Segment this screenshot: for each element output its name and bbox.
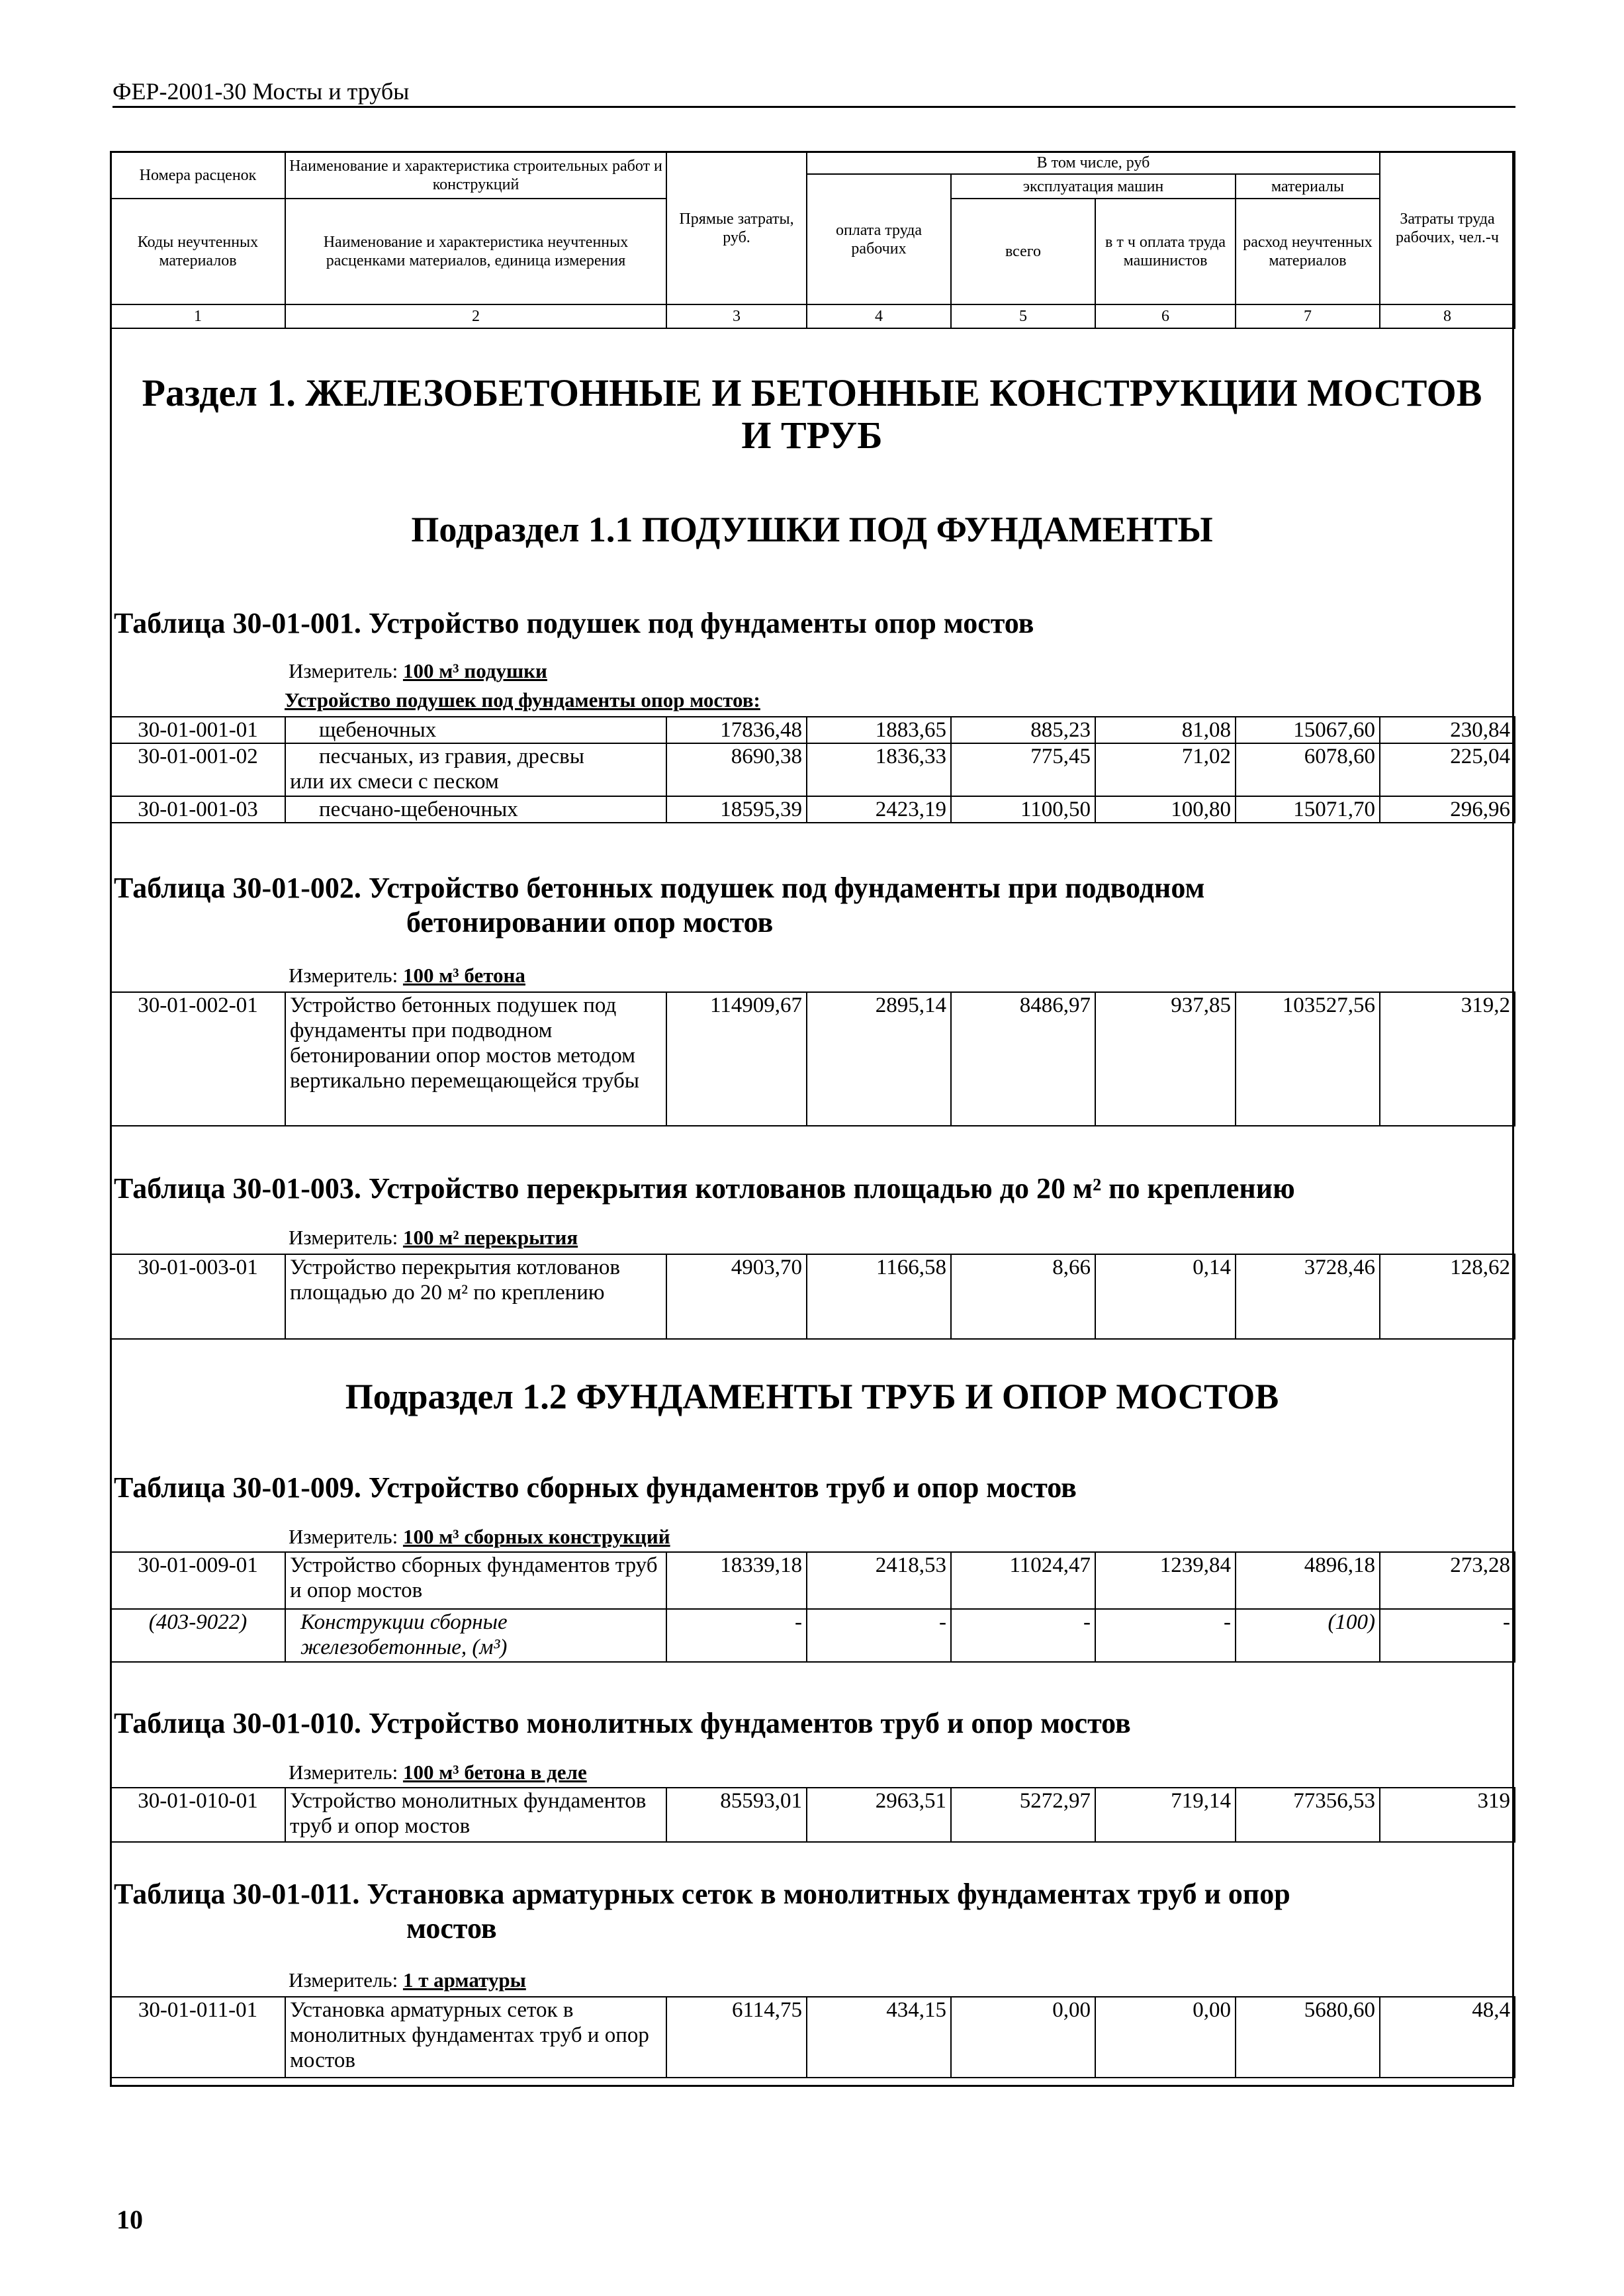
table-title-002: [114, 871, 1510, 940]
table-row: [111, 1552, 1515, 1609]
row-code: 30-01-011-01: [111, 1997, 285, 2078]
col-number: 3: [666, 304, 807, 328]
table-title-003: Таблица 30-01-003. Устройство перекрытия котлованов площадью до 20 м² по креплению: [114, 1172, 1295, 1205]
row-c8: 128,62: [1380, 1254, 1515, 1339]
row-name: Устройство перекрытия котлованов площадью до 20 м² по креплению: [285, 1254, 666, 1339]
row-c5: 0,00: [951, 1997, 1095, 2078]
row-c6: 81,08: [1095, 717, 1236, 743]
meter-value: 100 м³ бетона в деле: [402, 1761, 587, 1784]
material-c4: -: [807, 1609, 951, 1662]
row-c8: 273,28: [1380, 1552, 1515, 1609]
col3-header: Прямые затраты, руб.: [666, 152, 807, 304]
group-header: В том числе, руб: [807, 152, 1380, 174]
row-code: 30-01-003-01: [111, 1254, 285, 1339]
col7-header: расход неучтенных материалов: [1236, 199, 1380, 304]
material-name: Конструкции сборные железобетонные, (м³): [285, 1609, 666, 1662]
section-title-line2: И ТРУБ: [741, 414, 883, 457]
row-c7: 5680,60: [1236, 1997, 1380, 2078]
rows-table-003: [110, 1254, 1515, 1340]
rows-table-011: [110, 1996, 1515, 2078]
material-c3: -: [666, 1609, 807, 1662]
meter-label: Измеритель:: [289, 659, 398, 682]
row-c8: 319,2: [1380, 992, 1515, 1126]
row-name: Установка арматурных сеток в монолитных фундаментах труб и опор мостов: [285, 1997, 666, 2078]
row-name: песчано-щебеночных: [285, 796, 666, 823]
row-c6: 719,14: [1095, 1788, 1236, 1842]
meter-001: [289, 659, 547, 683]
row-c8: 230,84: [1380, 717, 1515, 743]
meter-002: [289, 964, 525, 987]
row-c5: 11024,47: [951, 1552, 1095, 1609]
page-number: 10: [116, 2205, 143, 2234]
row-c4: 2423,19: [807, 796, 951, 823]
subsection-title-1-2: Подраздел 1.2 ФУНДАМЕНТЫ ТРУБ И ОПОР МОСТОВ: [345, 1377, 1279, 1416]
table-title-009: Таблица 30-01-009. Устройство сборных фундаментов труб и опор мостов: [114, 1471, 1077, 1504]
table-title-001: Таблица 30-01-001. Устройство подушек под фундаменты опор мостов: [114, 607, 1034, 639]
row-c7: 15071,70: [1236, 796, 1380, 823]
row-c6: 1239,84: [1095, 1552, 1236, 1609]
meter-003: [289, 1226, 578, 1250]
material-row: [111, 1609, 1515, 1662]
col8-header: Затраты труда рабочих, чел.-ч: [1380, 152, 1515, 304]
rows-table-002: [110, 991, 1515, 1126]
row-c4: 1166,58: [807, 1254, 951, 1339]
meter-label: Измеритель:: [289, 1525, 398, 1548]
row-name: Устройство бетонных подушек под фундаменты при подводном бетонировании опор мостов методом вертикально перемещающейся трубы: [285, 992, 666, 1126]
col2-top-header: Наименование и характеристика строительных работ и конструкций: [285, 152, 666, 199]
row-c4: 2895,14: [807, 992, 951, 1126]
col4-header: оплата труда рабочих: [807, 174, 951, 304]
row-c3: 17836,48: [666, 717, 807, 743]
row-c6: 71,02: [1095, 743, 1236, 796]
row-c4: 2963,51: [807, 1788, 951, 1842]
col5-header: всего: [951, 199, 1095, 304]
table-title-010: Таблица 30-01-010. Устройство монолитных фундаментов труб и опор мостов: [114, 1707, 1131, 1739]
row-c4: 1836,33: [807, 743, 951, 796]
row-c3: 85593,01: [666, 1788, 807, 1842]
rows-table-009: [110, 1551, 1515, 1663]
subsection-title-1-1: Подраздел 1.1 ПОДУШКИ ПОД ФУНДАМЕНТЫ: [411, 510, 1213, 549]
row-c7: 77356,53: [1236, 1788, 1380, 1842]
material-c6: -: [1095, 1609, 1236, 1662]
col-number: 4: [807, 304, 951, 328]
row-c5: 775,45: [951, 743, 1095, 796]
row-code: 30-01-010-01: [111, 1788, 285, 1842]
row-c8: 225,04: [1380, 743, 1515, 796]
col6-header: в т ч оплата труда машинистов: [1095, 199, 1236, 304]
col-number: 8: [1380, 304, 1515, 328]
row-c5: 885,23: [951, 717, 1095, 743]
row-name-line1: песчаных, из гравия, дресвы: [319, 745, 584, 768]
section-title: [110, 372, 1514, 457]
row-c4: 2418,53: [807, 1552, 951, 1609]
col-number: 2: [285, 304, 666, 328]
row-c3: 18595,39: [666, 796, 807, 823]
row-c5: 8486,97: [951, 992, 1095, 1126]
col-number: 1: [111, 304, 285, 328]
row-c7: 3728,46: [1236, 1254, 1380, 1339]
row-name: Устройство сборных фундаментов труб и опор мостов: [285, 1552, 666, 1609]
row-code: 30-01-009-01: [111, 1552, 285, 1609]
row-code: 30-01-001-03: [111, 796, 285, 823]
material-code: (403-9022): [111, 1609, 285, 1662]
table-title-002-line2: бетонировании опор мостов: [406, 906, 774, 939]
row-c5: 5272,97: [951, 1788, 1095, 1842]
table-row: [111, 743, 1515, 796]
col1-top-header: Номера расценок: [111, 152, 285, 199]
sub-heading-001: Устройство подушек под фундаменты опор мостов:: [285, 688, 760, 712]
row-c8: 319: [1380, 1788, 1515, 1842]
table-title-011-line2: мостов: [406, 1912, 497, 1945]
materials-header: материалы: [1236, 174, 1380, 199]
section-title-line1: Раздел 1. ЖЕЛЕЗОБЕТОННЫЕ И БЕТОННЫЕ КОНСТРУКЦИИ МОСТОВ: [142, 371, 1482, 414]
meter-value: 100 м³ сборных конструкций: [402, 1525, 670, 1548]
machines-header: эксплуатация машин: [951, 174, 1236, 199]
meter-value: 100 м³ бетона: [402, 964, 525, 987]
rows-table-010: [110, 1787, 1515, 1843]
meter-label: Измеритель:: [289, 1968, 398, 1992]
page-header: ФЕР-2001-30 Мосты и трубы: [113, 78, 1515, 108]
row-name: Устройство монолитных фундаментов труб и опор мостов: [285, 1788, 666, 1842]
meter-value: 100 м² перекрытия: [402, 1226, 578, 1249]
material-c8: -: [1380, 1609, 1515, 1662]
table-title-011-line1: Таблица 30-01-011. Установка арматурных сеток в монолитных фундаментах труб и опор: [114, 1878, 1290, 1910]
rows-table-001: [110, 716, 1515, 823]
row-c8: 48,4: [1380, 1997, 1515, 2078]
col2-bottom-header: Наименование и характеристика неучтенных расценками материалов, единица измерения: [285, 199, 666, 304]
table-title-011: [114, 1877, 1510, 1946]
row-c7: 103527,56: [1236, 992, 1380, 1126]
meter-009: [289, 1525, 670, 1549]
row-code: 30-01-001-01: [111, 717, 285, 743]
row-c7: 4896,18: [1236, 1552, 1380, 1609]
row-c4: 434,15: [807, 1997, 951, 2078]
row-name: [285, 743, 666, 796]
row-c3: 8690,38: [666, 743, 807, 796]
row-c6: 937,85: [1095, 992, 1236, 1126]
table-row: [111, 717, 1515, 743]
table-row: [111, 992, 1515, 1126]
row-c6: 0,14: [1095, 1254, 1236, 1339]
row-c6: 0,00: [1095, 1997, 1236, 2078]
col-number: 6: [1095, 304, 1236, 328]
meter-010: [289, 1761, 587, 1784]
row-c5: 8,66: [951, 1254, 1095, 1339]
row-c3: 6114,75: [666, 1997, 807, 2078]
table-row: [111, 1254, 1515, 1339]
row-c8: 296,96: [1380, 796, 1515, 823]
col-number: 7: [1236, 304, 1380, 328]
row-name-line2: или их смеси с песком: [290, 770, 499, 794]
row-c3: 4903,70: [666, 1254, 807, 1339]
row-name: щебеночных: [285, 717, 666, 743]
col-number: 5: [951, 304, 1095, 328]
row-code: 30-01-002-01: [111, 992, 285, 1126]
row-code: 30-01-001-02: [111, 743, 285, 796]
material-c7: (100): [1236, 1609, 1380, 1662]
row-c4: 1883,65: [807, 717, 951, 743]
row-c3: 18339,18: [666, 1552, 807, 1609]
row-c6: 100,80: [1095, 796, 1236, 823]
meter-label: Измеритель:: [289, 1761, 398, 1784]
row-c3: 114909,67: [666, 992, 807, 1126]
meter-label: Измеритель:: [289, 964, 398, 987]
meter-value: 1 т арматуры: [402, 1968, 526, 1992]
col1-bottom-header: Коды неучтенных материалов: [111, 199, 285, 304]
meter-value: 100 м³ подушки: [402, 659, 547, 682]
table-row: [111, 796, 1515, 823]
row-c7: 6078,60: [1236, 743, 1380, 796]
column-header-table: [110, 151, 1515, 329]
table-title-002-line1: Таблица 30-01-002. Устройство бетонных подушек под фундаменты при подводном: [114, 872, 1205, 904]
row-c5: 1100,50: [951, 796, 1095, 823]
table-row: [111, 1788, 1515, 1842]
meter-011: [289, 1968, 526, 1992]
table-row: [111, 1997, 1515, 2078]
row-c7: 15067,60: [1236, 717, 1380, 743]
material-c5: -: [951, 1609, 1095, 1662]
meter-label: Измеритель:: [289, 1226, 398, 1249]
